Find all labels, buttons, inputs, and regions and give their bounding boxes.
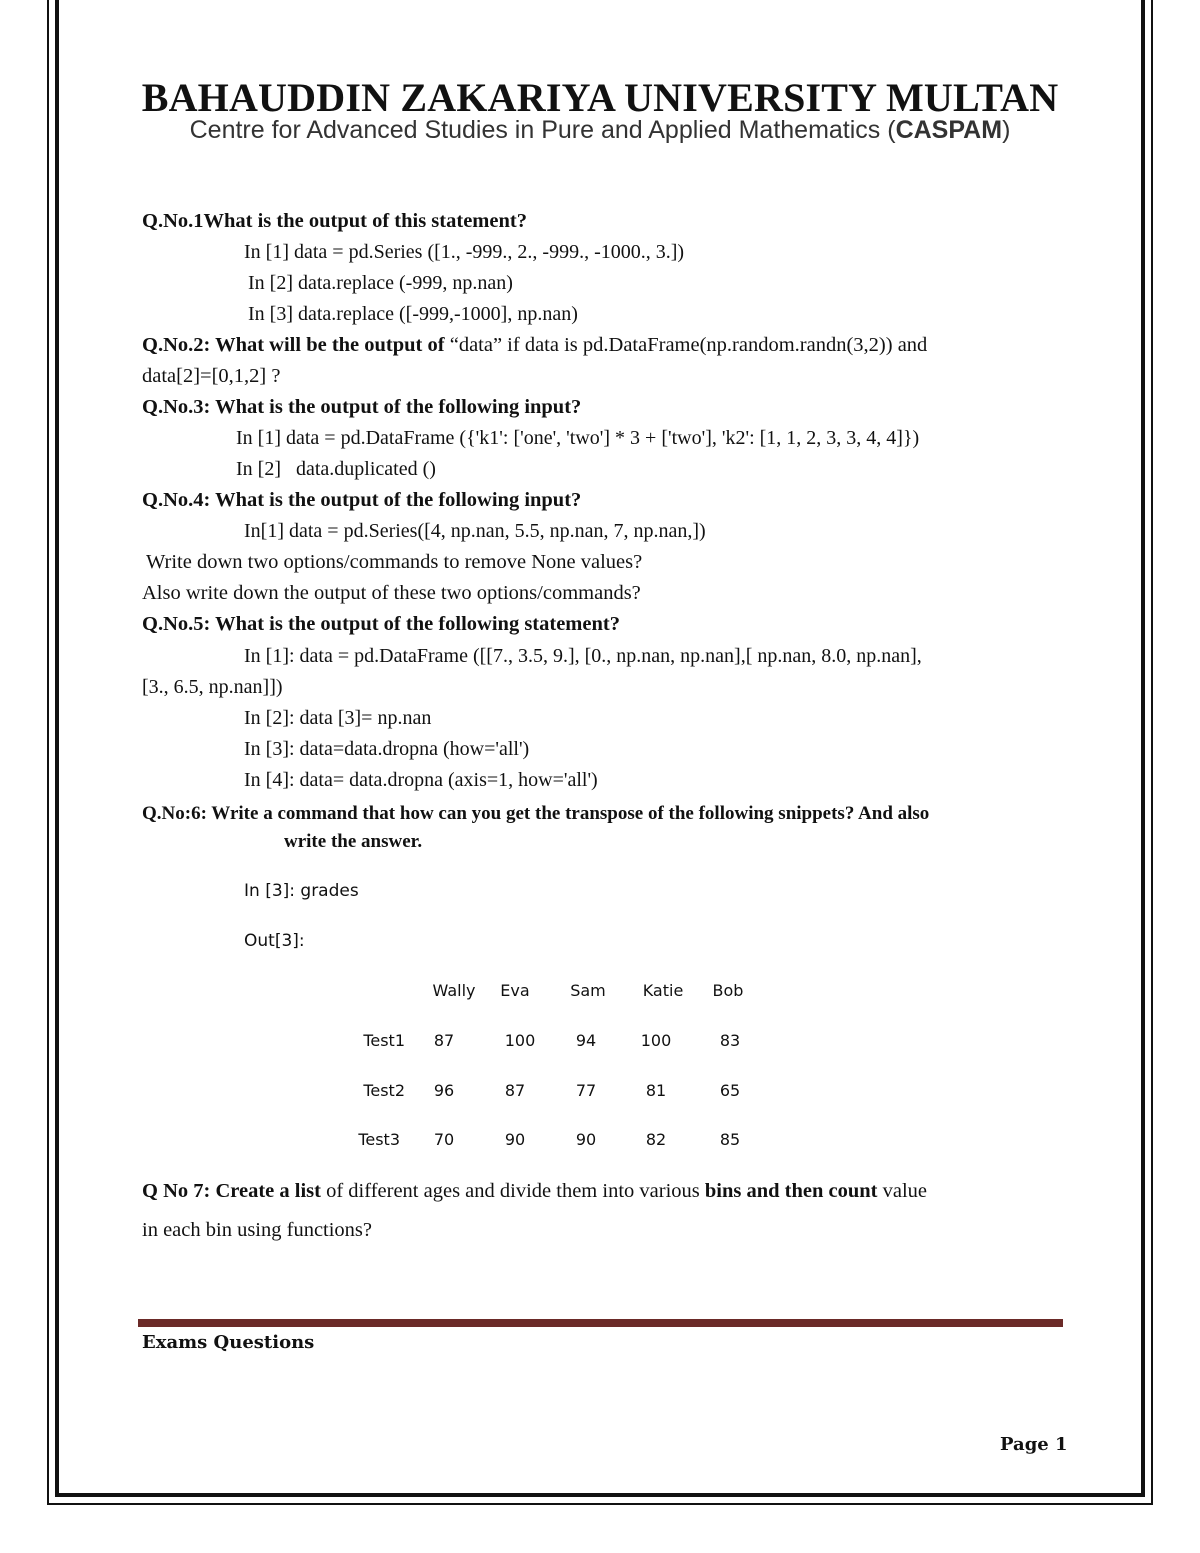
q1-line-3: In [3] data.replace ([-999,-1000], np.nan)	[248, 303, 578, 325]
q1-title: Q.No.1What is the output of this statement?	[142, 210, 527, 232]
footer-divider	[138, 1319, 1063, 1327]
table-col-header: Katie	[642, 981, 684, 1000]
table-cell: 85	[719, 1130, 741, 1149]
table-row-label: Test3	[358, 1130, 400, 1149]
q5-line-2: In [2]: data [3]= np.nan	[244, 707, 432, 729]
table-cell: 94	[575, 1031, 597, 1050]
table-cell: 100	[640, 1031, 672, 1050]
table-cell: 90	[575, 1130, 597, 1149]
q5-line-3: In [3]: data=data.dropna (how='all')	[244, 738, 530, 760]
q6-in-line: In [3]: grades	[244, 881, 359, 901]
table-cell: 82	[645, 1130, 667, 1149]
q6-out-line: Out[3]:	[244, 931, 305, 951]
q7-line-1: Q No 7: Create a list of different ages and divide them into various bins and then count value	[142, 1180, 928, 1202]
q2-line-1: Q.No.2: What will be the output of “data” if data is pd.DataFrame(np.random.randn(3,2)) and	[142, 334, 928, 356]
q5-code-1: In [1]: data = pd.DataFrame ([[7., 3.5, 9.], [0., np.nan, np.nan],[ np.nan, 8.0, np.nan],	[244, 645, 922, 667]
table-col-header: Sam	[570, 981, 606, 1000]
q5-title: Q.No.5: What is the output of the following statement?	[142, 613, 620, 635]
centre-abbreviation: CASPAM	[895, 116, 1003, 144]
q6-title-2: write the answer.	[284, 831, 423, 852]
table-cell: 65	[719, 1081, 741, 1100]
q7-line-2: in each bin using functions?	[142, 1219, 373, 1241]
centre-subtitle: Centre for Advanced Studies in Pure and Applied Mathematics (CASPAM)	[189, 116, 1011, 144]
q1-line-1: In [1] data = pd.Series ([1., -999., 2., -999., -1000., 3.])	[244, 241, 685, 263]
table-col-header: Bob	[712, 981, 744, 1000]
q5-code-1b: [3., 6.5, np.nan]])	[142, 676, 283, 698]
table-cell: 90	[504, 1130, 526, 1149]
table-row-label: Test1	[363, 1031, 405, 1050]
q3-line-2: In [2] data.duplicated ()	[236, 458, 436, 480]
table-col-header: Eva	[500, 981, 530, 1000]
q6-title: Q.No:6: Write a command that how can you get the transpose of the following snippets? And also	[142, 803, 930, 824]
table-cell: 83	[719, 1031, 741, 1050]
table-row-label: Test2	[363, 1081, 405, 1100]
q5-line-4: In [4]: data= data.dropna (axis=1, how='all')	[244, 769, 598, 791]
q4-line-1: Write down two options/commands to remove None values?	[146, 551, 643, 573]
table-cell: 96	[433, 1081, 455, 1100]
q2-line-2: data[2]=[0,1,2] ?	[142, 365, 281, 387]
q3-title: Q.No.3: What is the output of the following input?	[142, 396, 582, 418]
q4-code: In[1] data = pd.Series([4, np.nan, 5.5, np.nan, 7, np.nan,])	[244, 520, 706, 542]
table-cell: 77	[575, 1081, 597, 1100]
table-cell: 87	[504, 1081, 526, 1100]
page-number: Page 1	[1000, 1434, 1068, 1455]
q4-title: Q.No.4: What is the output of the following input?	[142, 489, 582, 511]
table-cell: 81	[645, 1081, 667, 1100]
q4-line-2: Also write down the output of these two options/commands?	[142, 582, 641, 604]
university-title: BAHAUDDIN ZAKARIYA UNIVERSITY MULTAN	[141, 75, 1059, 120]
table-cell: 70	[433, 1130, 455, 1149]
table-col-header: Wally	[432, 981, 476, 1000]
q3-line-1: In [1] data = pd.DataFrame ({'k1': ['one', 'two'] * 3 + ['two'], 'k2': [1, 1, 2, 3, 3, 4, 4]})	[236, 427, 920, 449]
footer-label: Exams Questions	[142, 1332, 315, 1353]
q1-line-2: In [2] data.replace (-999, np.nan)	[248, 272, 513, 294]
table-cell: 87	[433, 1031, 455, 1050]
table-cell: 100	[504, 1031, 536, 1050]
